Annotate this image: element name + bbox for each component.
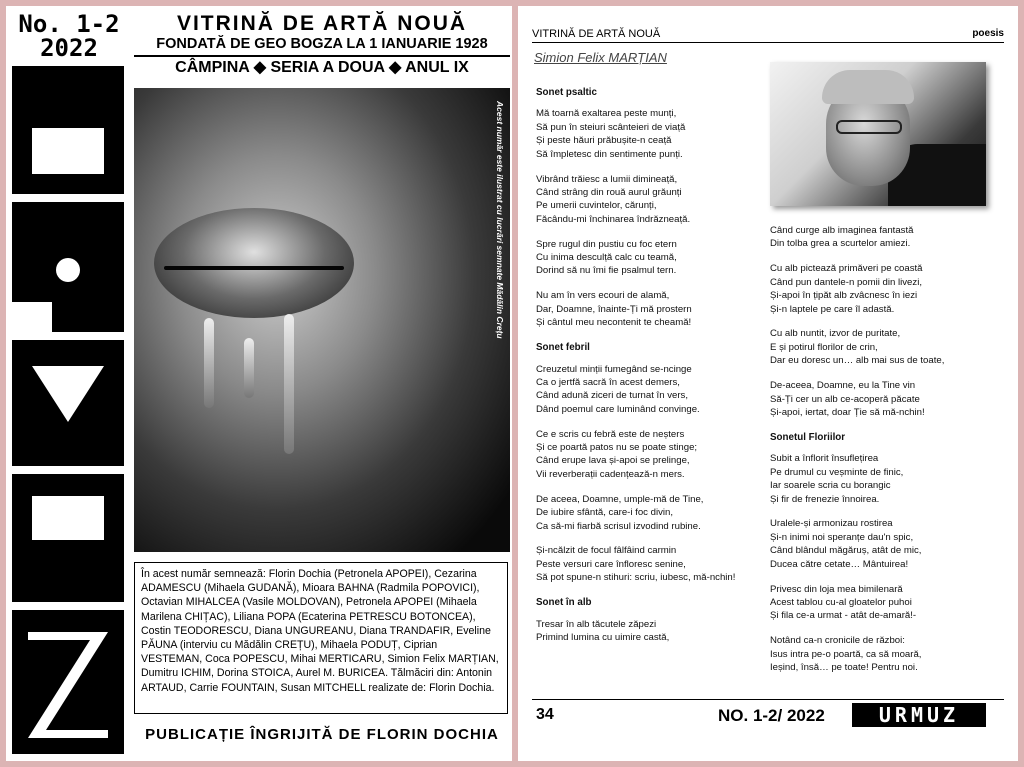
- issue-line-1: No. 1-2: [18, 10, 120, 38]
- header-section: poesis: [972, 28, 1004, 39]
- publication-editor: PUBLICAȚIE ÎNGRIJITĂ DE FLORIN DOCHIA: [145, 726, 499, 743]
- contributors-text: În acest număr semnează: Florin Dochia (Petronela APOPEI), Cezarina ADAMESCU (Mihaela GUDANĂ), Mioara BAHNA (Radmila POPOVICI), Octavian MIHALCEA (Vasile MOLDOVAN), Petronela APOPEI (Mihaela Marilena CHIȚAC), Liliana POPA (Ecaterina PETRESCU BOTONCEA), Costin TEODORESCU, Diana UNGUREANU, Diana TRANDAFIR, Eveline PĂUNA (interviu cu Mădălin CREȚU), Mihaela PODUȚ, Ciprian VESTEMAN, Coca POPESCU, Mihai MERTICARU, Simion Felix MARȚIAN, Dumitru ICHIM, Dorina STOICA, Aurel M. BURICEA. Tălmăciri din: Antonin ARTAUD, Carrie FOUNTAIN, Susan MITCHELL realizate de: Florin Dochia.: [141, 568, 499, 694]
- stanza: Privesc din loja mea bimilenară Acest tablou cu-al gloatelor puhoi Și fila ce-a urmat - atât de-amară!-: [770, 583, 917, 622]
- poem-column-left: [536, 86, 764, 656]
- masthead-title: VITRINĂ DE ARTĂ NOUĂ: [176, 12, 468, 35]
- stanza: Spre rugul din pustiu cu foc etern Cu inima desculță calc cu teamă, Dorind să nu îmi fie psalmul tern.: [536, 238, 677, 277]
- vertical-logo: [6, 66, 130, 756]
- stanza: Ce e scris cu febră este de neșters Și ce poartă patos nu se poate stinge; Când erupe lava și-apoi se prelinge, Vii reverberații cadențează-n mers.: [536, 428, 698, 480]
- photo-caption: Când curge alb imaginea fantastă: [770, 225, 914, 236]
- drip-shape: [204, 318, 214, 408]
- glasses-icon: [836, 120, 902, 134]
- drip-shape: [284, 314, 294, 454]
- lips-illustration: [154, 208, 354, 318]
- header-title: VITRINĂ DE ARTĂ NOUĂ: [532, 28, 661, 40]
- cover-illustration: [134, 88, 510, 552]
- poem-title: Sonet în alb: [536, 597, 592, 609]
- stanza: Notând ca-n cronicile de război: Isus intra pe-o poartă, ca să moară, Ieșind, însă… pe toate! Pentru noi.: [770, 635, 922, 674]
- mouth-line: [164, 266, 344, 270]
- issue-number: [10, 12, 128, 60]
- footer-issue: NO. 1-2/ 2022: [718, 706, 825, 725]
- author-name: Simion Felix MARȚIAN: [534, 50, 667, 65]
- masthead-founded: FONDATĂ DE GEO BOGZA LA 1 IANUARIE 1928: [156, 36, 488, 52]
- stanza: Tresar în alb tăcutele zăpezi Primind lumina cu uimire castă,: [536, 618, 670, 643]
- poem-title: Sonet febril: [536, 342, 590, 354]
- poem-title: Sonet psaltic: [536, 87, 597, 98]
- stanza: Din tolba grea a scurtelor amiezi.: [770, 238, 911, 250]
- cover-page: [6, 6, 512, 761]
- stanza: Nu am în vers ecouri de alamă, Dar, Doamne, înainte-Ți mă prostern Și cântul meu necontenit te cheamă!: [536, 290, 692, 329]
- masthead: [134, 12, 510, 77]
- stanza: Subit a înflorit însuflețirea Pe drumul cu veșminte de finic, Iar soarele scria cu borangic Și fir de frenezie înnoirea.: [770, 453, 904, 505]
- author-photo: [770, 62, 986, 206]
- footer-divider: [532, 699, 1004, 700]
- issue-line-2: 2022: [40, 34, 98, 62]
- footer-logo: URMUZ: [852, 703, 986, 727]
- stanza: Cu alb pictează primăveri pe coastă Când pun dantele-n pomii din livezi, Și-apoi în țipăt alb zvâcnesc în iezi Și-n laptele pe care îl adastă.: [770, 263, 923, 315]
- stanza: Vibrând trăiesc a lumii dimineață, Când strâng din rouă aurul grăunți Pe umerii cuvintelor, cărunți, Făcându-mi închinarea îndrăzneață.: [536, 173, 691, 225]
- stanza: Mă toarnă exaltarea peste munți, Să pun în steiuri scânteieri de viață Și peste hăuri prăbușite-n ceață Să împletesc din sentimente punți.: [536, 108, 686, 160]
- urmuz-logo-icon: [6, 66, 130, 756]
- inner-page: [518, 6, 1018, 761]
- page-header: [532, 28, 1004, 43]
- stanza: De-aceea, Doamne, eu la Tine vin Să-Ți cer un alb ce-acoperă păcate Și-apoi, iertat, doar Ție să mă-nchin!: [770, 380, 925, 418]
- contributors-box: [134, 562, 508, 714]
- stanza: Uralele-și armonizau rostirea Și-n inimi noi speranțe dau'n spic, Când blândul măgăruș, atât de mic, Ducea către cetate… Mântuirea!: [770, 518, 922, 570]
- stanza: Și-ncălzit de focul fâlfâind carmin Peste versuri care înfloresc senine, Să pot spune-n stihuri: scriu, iubesc, mă-nchin!: [536, 545, 736, 584]
- drip-shape: [244, 338, 254, 398]
- poem-column-right: [770, 224, 998, 686]
- stanza: Cu alb nuntit, izvor de puritate, E și potirul florilor de crin, Dar eu doresc un… alb mai sus de toate,: [770, 328, 945, 367]
- page-number: 34: [536, 706, 554, 723]
- masthead-series: CÂMPINA ◆ SERIA A DOUA ◆ ANUL IX: [134, 55, 510, 77]
- poem-title: Sonetul Floriilor: [770, 431, 846, 443]
- stanza: De aceea, Doamne, umple-mă de Tine, De iubire sfântă, care-i foc divin, Ca să-mi fiarbă scrisul izvodind rubine.: [536, 493, 704, 532]
- stanza: Creuzetul minții fumegând se-ncinge Ca o jertfă sacră în acest demers, Când adună ziceri de turnat în vers, Dând poemul care luminând convinge.: [536, 363, 700, 415]
- illustration-credit: Acest număr este ilustrat cu lucrări semnate Mădălin Crețu: [495, 101, 505, 339]
